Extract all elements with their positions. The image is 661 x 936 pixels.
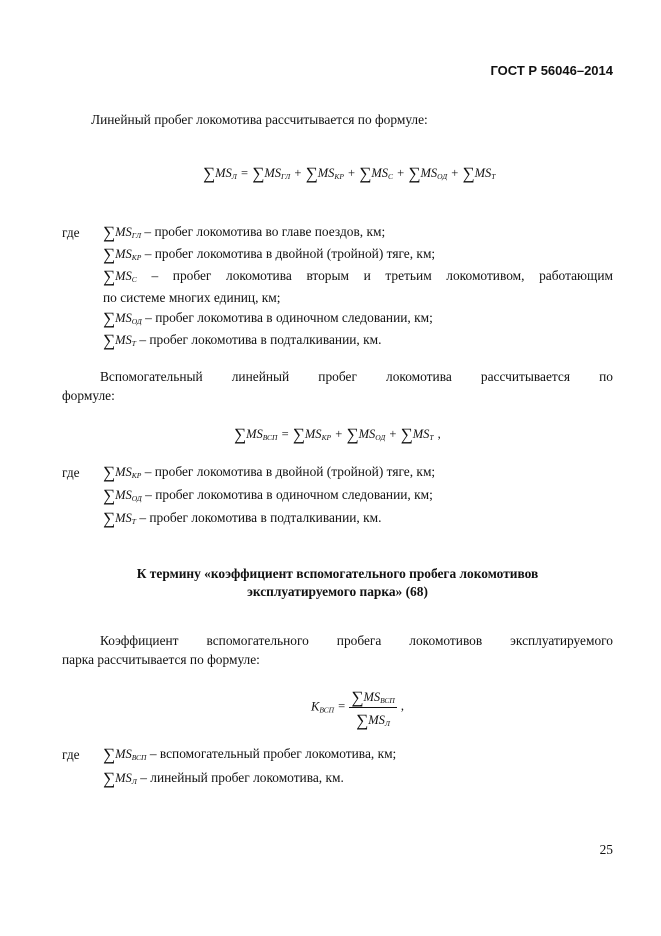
intro-paragraph-coefficient-continuation: парка рассчитывается по формуле: <box>62 652 260 667</box>
definition-item: $\sum MS_{КР}$ – пробег локомотива в двойной (тройной) тяге, км; <box>103 245 436 264</box>
definition-item: $\sum MS_Л$ – линейный пробег локомотива, км. <box>103 769 344 788</box>
formula-linear-run: $\sum MS_Л = \sum MS_{ГЛ} + \sum MS_{КР} + \sum MS_С + \sum MS_{ОД} + \sum MS_Т$ <box>203 164 496 183</box>
fraction: $\frac{\sum MS_{ВСП}}{\sum MS_Л}$ <box>351 688 395 730</box>
definition-item: $\sum MS_{КР}$ – пробег локомотива в двойной (тройной) тяге, км; <box>103 463 436 482</box>
section-heading-continuation: эксплуатируемого парка» (68) <box>247 584 428 599</box>
document-code: ГОСТ Р 56046–2014 <box>490 63 613 78</box>
where-label: где <box>62 465 80 480</box>
definition-item: $\sum MS_Т$ – пробег локомотива в подталкивании, км. <box>103 509 382 528</box>
intro-paragraph-aux-run-continuation: формуле: <box>62 388 115 403</box>
formula-coefficient: $K_{ВСП}$ = $\frac{\sum MS_{ВСП}}{\sum MS_Л}$ , <box>311 688 405 730</box>
definition-item: $\sum MS_Т$ – пробег локомотива в подталкивании, км. <box>103 331 382 350</box>
intro-paragraph-coefficient: Коэффициент вспомогательного пробега локомотивов эксплуатируемого <box>100 633 613 648</box>
definition-item: $\sum MS_{ОД}$ – пробег локомотива в одиночном следовании, км; <box>103 309 433 328</box>
formula-aux-run: $\sum MS_{ВСП} = \sum MS_{КР} + \sum MS_{ОД} + \sum MS_Т$ , <box>234 425 441 444</box>
where-label: где <box>62 225 80 240</box>
intro-paragraph-aux-run: Вспомогательный линейный пробег локомотива рассчитывается по <box>100 369 613 384</box>
definition-item: $\sum MS_{ГЛ}$ – пробег локомотива во главе поездов, км; <box>103 223 386 242</box>
definition-item-continuation: по системе многих единиц, км; <box>103 290 281 305</box>
definition-item: $\sum MS_С$ – пробег локомотива вторым и третьим локомотивом, работающим <box>103 267 613 286</box>
intro-paragraph-linear-run: Линейный пробег локомотива рассчитывается по формуле: <box>91 112 428 127</box>
section-heading: К термину «коэффициент вспомогательного пробега локомотивов <box>136 566 539 581</box>
definition-item: $\sum MS_{ОД}$ – пробег локомотива в одиночном следовании, км; <box>103 486 433 505</box>
definition-item: $\sum MS_{ВСП}$ – вспомогательный пробег локомотива, км; <box>103 745 397 764</box>
where-label: где <box>62 747 80 762</box>
page-number: 25 <box>599 842 613 857</box>
